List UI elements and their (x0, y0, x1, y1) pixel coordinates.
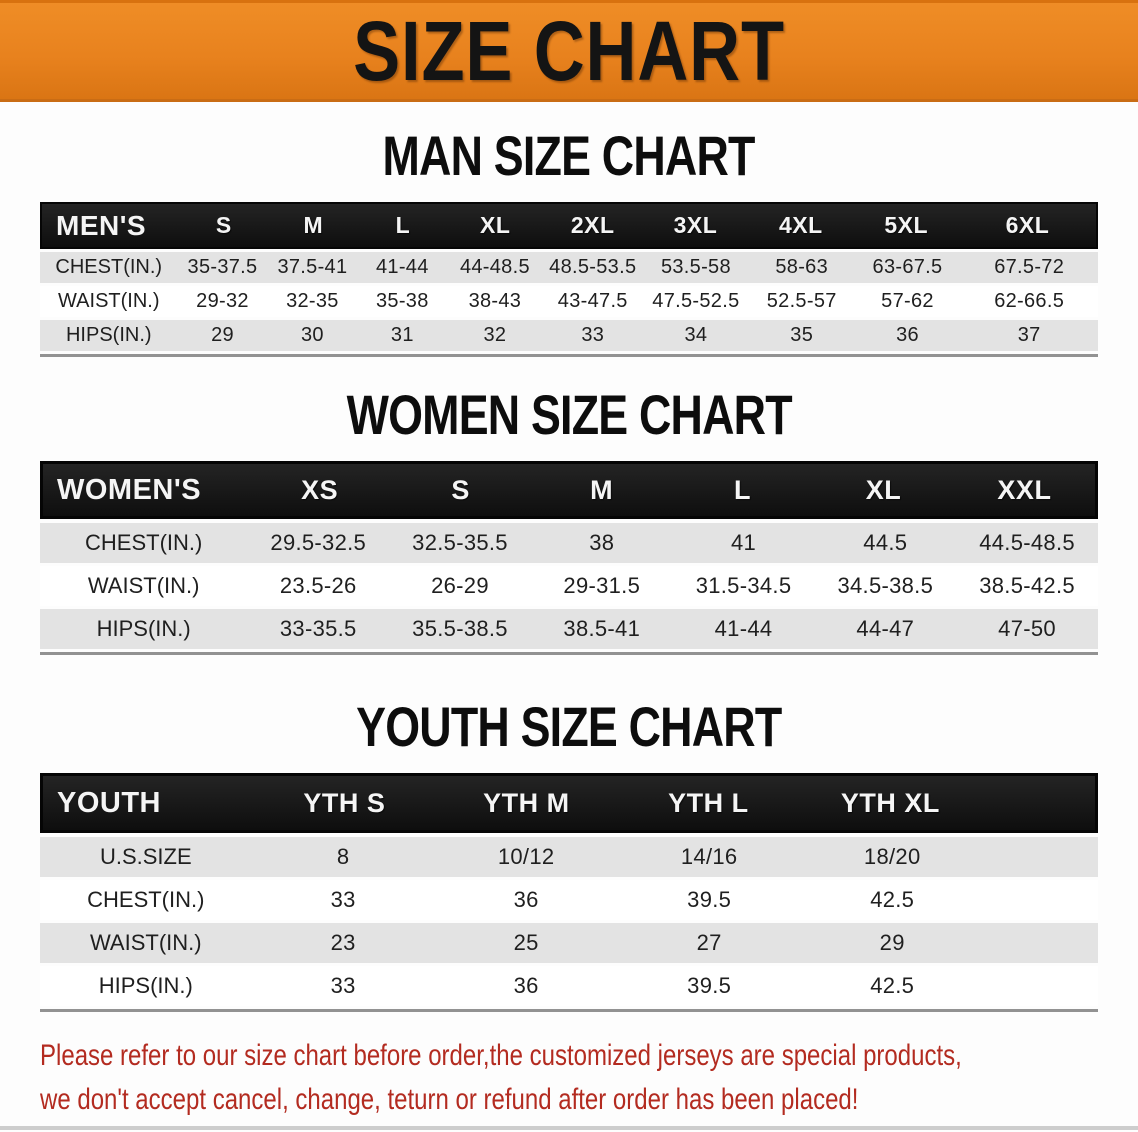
size-value: 57-62 (881, 290, 934, 312)
women-table-header-row (40, 461, 1098, 519)
size-value: 38.5-41 (563, 616, 641, 641)
men-table-corner-label: MEN'S (56, 209, 147, 241)
row-label: CHEST(IN.) (87, 887, 205, 912)
size-value: 37 (1017, 324, 1041, 346)
size-col-header: YTH M (483, 787, 570, 818)
youth-chest-row (40, 880, 1098, 920)
youth-waist-row (40, 923, 1098, 963)
size-value: 53.5-58 (660, 256, 731, 278)
banner (0, 0, 1138, 102)
size-value: 52.5-57 (766, 290, 837, 312)
size-value: 35.5-38.5 (412, 616, 508, 641)
women-chest-row (40, 523, 1098, 563)
youth-section (0, 695, 1138, 1012)
size-value: 34 (684, 324, 708, 346)
size-value: 34.5-38.5 (837, 573, 934, 598)
women-table-bottom-rule (40, 652, 1098, 655)
size-value: 35-37.5 (187, 256, 258, 278)
size-col-header: XL (865, 474, 902, 505)
women-section-heading (0, 383, 1138, 446)
size-value: 35-38 (376, 290, 429, 312)
size-value: 41 (731, 530, 757, 555)
size-col-header: XXL (997, 474, 1052, 505)
row-label: CHEST(IN.) (85, 530, 203, 555)
size-value: 38.5-42.5 (979, 573, 1075, 598)
banner-title: SIZE CHART (353, 3, 785, 98)
size-value: 29 (211, 324, 234, 346)
row-label: HIPS(IN.) (65, 324, 152, 346)
women-hips-row (40, 609, 1098, 649)
size-col-header: S (451, 474, 470, 505)
size-value: 38 (589, 530, 615, 555)
image-bottom-edge (0, 1126, 1138, 1130)
row-label: WAIST(IN.) (58, 290, 160, 312)
size-value: 31 (390, 324, 414, 346)
size-col-header: YTH L (668, 787, 749, 818)
men-chest-row (40, 252, 1098, 283)
women-waist-row (40, 566, 1098, 606)
youth-section-heading-text: YOUTH SIZE CHART (356, 695, 782, 758)
size-col-header: 3XL (673, 212, 718, 238)
size-value: 18/20 (863, 844, 921, 869)
size-value: 38-43 (468, 290, 522, 312)
size-value: 25 (513, 930, 539, 955)
size-value: 29-32 (196, 290, 249, 312)
women-section-heading-text: WOMEN SIZE CHART (346, 383, 792, 446)
size-value: 41-44 (714, 616, 773, 641)
size-value: 43-47.5 (557, 290, 628, 312)
size-value: 33-35.5 (279, 616, 357, 641)
size-value: 32-35 (286, 290, 339, 312)
youth-table-corner-label: YOUTH (57, 786, 161, 819)
men-section-heading (0, 124, 1138, 187)
size-value: 29-31.5 (563, 573, 641, 598)
size-value: 62-66.5 (994, 290, 1065, 312)
size-value: 37.5-41 (277, 256, 348, 278)
row-label: CHEST(IN.) (55, 256, 163, 278)
women-table-corner-label: WOMEN'S (57, 473, 202, 506)
women-section (0, 383, 1138, 655)
size-value: 33 (330, 887, 356, 912)
size-value: 67.5-72 (994, 256, 1065, 278)
row-label: HIPS(IN.) (96, 616, 191, 641)
size-value: 44.5-48.5 (979, 530, 1075, 555)
youth-table-header-row (40, 773, 1098, 833)
size-value: 29 (879, 930, 905, 955)
row-label: WAIST(IN.) (87, 573, 200, 598)
size-value: 33 (330, 973, 356, 998)
size-value: 39.5 (687, 887, 732, 912)
disclaimer-line-2: we don't accept cancel, change, teturn or refund after order has been placed! (40, 1083, 859, 1116)
size-value: 23.5-26 (279, 573, 357, 598)
men-waist-row (40, 286, 1098, 317)
size-value: 36 (513, 887, 539, 912)
size-value: 47.5-52.5 (652, 290, 740, 312)
youth-ussize-row (40, 837, 1098, 877)
row-label: HIPS(IN.) (98, 973, 193, 998)
men-hips-row (40, 320, 1098, 351)
size-value: 30 (300, 324, 324, 346)
size-col-header: 4XL (778, 212, 823, 238)
youth-table-bottom-rule (40, 1009, 1098, 1012)
size-value: 58-63 (775, 256, 829, 278)
size-value: 23 (330, 930, 356, 955)
size-value: 31.5-34.5 (695, 573, 792, 598)
men-section (0, 124, 1138, 357)
size-col-header: 2XL (570, 212, 615, 238)
size-value: 8 (336, 844, 350, 869)
size-value: 44.5 (863, 530, 908, 555)
size-value: 47-50 (998, 616, 1056, 641)
size-value: 42.5 (870, 887, 915, 912)
size-value: 32 (483, 324, 507, 346)
size-value: 44-47 (856, 616, 915, 641)
size-col-header: M (590, 474, 614, 505)
size-value: 10/12 (497, 844, 555, 869)
size-value: 44-48.5 (459, 256, 530, 278)
size-value: 48.5-53.5 (549, 256, 637, 278)
disclaimer-line-1: Please refer to our size chart before order,the customized jerseys are special products, (40, 1039, 962, 1072)
size-value: 32.5-35.5 (412, 530, 508, 555)
youth-size-table (40, 773, 1098, 1012)
size-col-header: YTH XL (840, 787, 940, 818)
size-value: 26-29 (431, 573, 489, 598)
size-col-header: XL (479, 212, 511, 238)
size-col-header: L (734, 474, 752, 505)
size-value: 36 (513, 973, 539, 998)
disclaimer-notice (40, 1034, 1138, 1122)
men-table-header-row (40, 202, 1098, 249)
size-value: 36 (896, 324, 919, 346)
size-col-header: M (303, 212, 324, 238)
youth-hips-row (40, 966, 1098, 1006)
size-value: 29.5-32.5 (270, 530, 367, 555)
size-value: 14/16 (680, 844, 738, 869)
row-label: WAIST(IN.) (89, 930, 202, 955)
women-size-table (40, 461, 1098, 655)
size-col-header: 6XL (1005, 212, 1050, 238)
youth-section-heading (0, 695, 1138, 758)
size-value: 35 (790, 324, 814, 346)
size-value: 63-67.5 (872, 256, 943, 278)
men-table-bottom-rule (40, 354, 1098, 357)
men-size-table (40, 202, 1098, 357)
size-value: 39.5 (687, 973, 732, 998)
size-col-header: L (395, 212, 411, 238)
size-value: 42.5 (870, 973, 915, 998)
men-section-heading-text: MAN SIZE CHART (382, 124, 756, 187)
size-col-header: XS (301, 474, 339, 505)
row-label: U.S.SIZE (99, 844, 192, 869)
size-col-header: S (215, 212, 232, 238)
size-col-header: YTH S (303, 787, 386, 818)
size-col-header: 5XL (884, 212, 929, 238)
size-value: 27 (696, 930, 722, 955)
size-value: 33 (581, 324, 605, 346)
size-value: 41-44 (376, 256, 429, 278)
